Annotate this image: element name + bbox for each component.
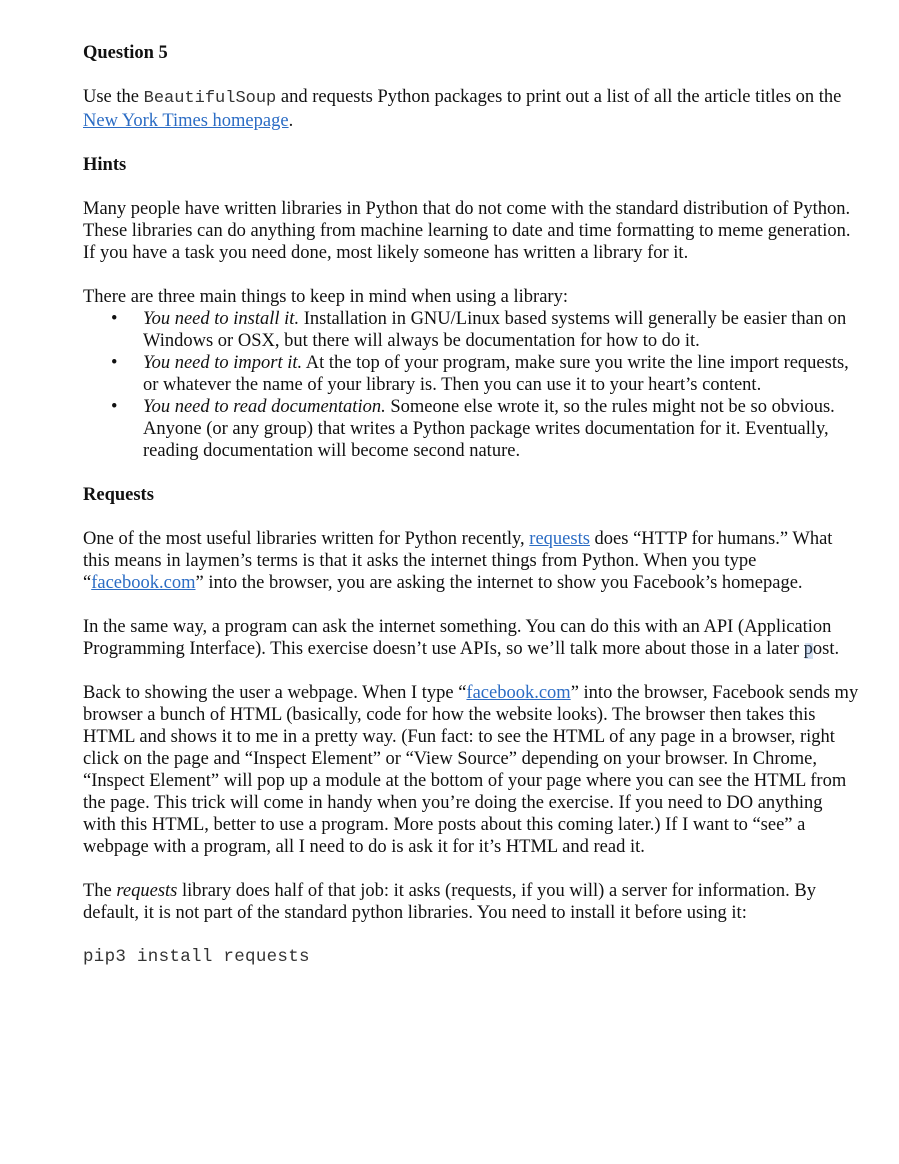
list-item-emphasis: You need to read documentation.: [143, 397, 386, 417]
requests-emphasis: requests: [116, 881, 178, 901]
hints-list: [83, 308, 859, 462]
intro-text-2: and requests Python packages to print out a list of all the article titles on the: [276, 87, 842, 107]
nyt-homepage-link[interactable]: New York Times homepage: [83, 111, 289, 131]
bullet-icon: •: [111, 353, 118, 373]
list-item: [111, 396, 859, 462]
facebook-link-2[interactable]: facebook.com: [466, 683, 571, 703]
facebook-link[interactable]: facebook.com: [91, 573, 196, 593]
requests-paragraph-1: [83, 528, 859, 594]
list-item-text: At the top of your program, make sure you write the line import requests, or whatever the name of your library is. Then you can use it to your heart’s content.: [143, 353, 849, 395]
p2-text-2: ost.: [812, 639, 840, 659]
requests-paragraph-4: [83, 880, 859, 924]
p3-text-2: ” into the browser, Facebook sends my browser a bunch of HTML (basically, code for how the website looks). The browser then takes this HTML and shows it to me in a pretty way. (Fun fact: to see the HTML of any page in a browser, right click on the page and “Inspect Element” or “View Source” depending on your browser. In Chrome, “Inspect Element” will pop up a module at the bottom of your page where you can see the HTML from the page. This trick will come in handy when you’re doing the exercise. If you need to DO anything with this HTML, better to use a program. More posts about this coming later.) If I want to “see” a webpage with a program, all I need to do is ask it for it’s HTML and read it.: [83, 683, 859, 857]
list-item-emphasis: You need to import it.: [143, 353, 303, 373]
p4-text-1: The: [83, 881, 117, 901]
p2-text-1: In the same way, a program can ask the internet something. You can do this with an API (Application Programming Interface). This exercise doesn’t use APIs, so we’ll talk more about those in a later: [83, 617, 832, 659]
bullet-icon: •: [111, 309, 118, 329]
p4-text-2: library does half of that job: it asks (requests, if you will) a server for information. By default, it is not part of the standard python libraries. You need to install it before using it:: [83, 881, 816, 923]
p1-text-2: does “HTTP for humans.” What this means in laymen’s terms is that it asks the internet things from Python. When you type “: [83, 529, 833, 593]
bullet-icon: •: [111, 397, 118, 417]
list-item-text: Someone else wrote it, so the rules might not be so obvious. Anyone (or any group) that writes a Python package writes documentation for it. Eventually, reading documentation will become second nature.: [143, 397, 835, 461]
p1-text-3: ” into the browser, you are asking the internet to show you Facebook’s homepage.: [195, 573, 803, 593]
requests-paragraph-2: [83, 616, 859, 660]
question-title: Question 5: [83, 43, 168, 63]
pip-install-code: pip3 install requests: [83, 947, 310, 967]
requests-heading: Requests: [83, 485, 154, 505]
intro-text-1: Use the: [83, 87, 144, 107]
list-item-emphasis: You need to install it.: [143, 309, 300, 329]
requests-link[interactable]: requests: [529, 529, 590, 549]
hints-heading: Hints: [83, 155, 127, 175]
requests-paragraph-3: [83, 682, 859, 858]
p3-text-1: Back to showing the user a webpage. When I type “: [83, 683, 467, 703]
text-cursor-letter: p: [803, 639, 813, 659]
list-item: [111, 308, 859, 352]
question-intro: [83, 86, 859, 132]
list-item-text: Installation in GNU/Linux based systems will generally be easier than on Windows or OSX, but there will always be documentation for how to do it.: [143, 309, 847, 351]
beautifulsoup-code: BeautifulSoup: [143, 89, 277, 108]
hints-paragraph-1: Many people have written libraries in Python that do not come with the standard distribution of Python. These libraries can do anything from machine learning to date and time formatting to meme generation. If you have a task you need done, most likely someone has written a library for it.: [83, 199, 851, 263]
p1-text-1: One of the most useful libraries written for Python recently,: [83, 529, 530, 549]
list-item: [111, 352, 859, 396]
hints-paragraph-2: There are three main things to keep in mind when using a library:: [83, 287, 568, 307]
intro-text-3: .: [288, 111, 294, 131]
